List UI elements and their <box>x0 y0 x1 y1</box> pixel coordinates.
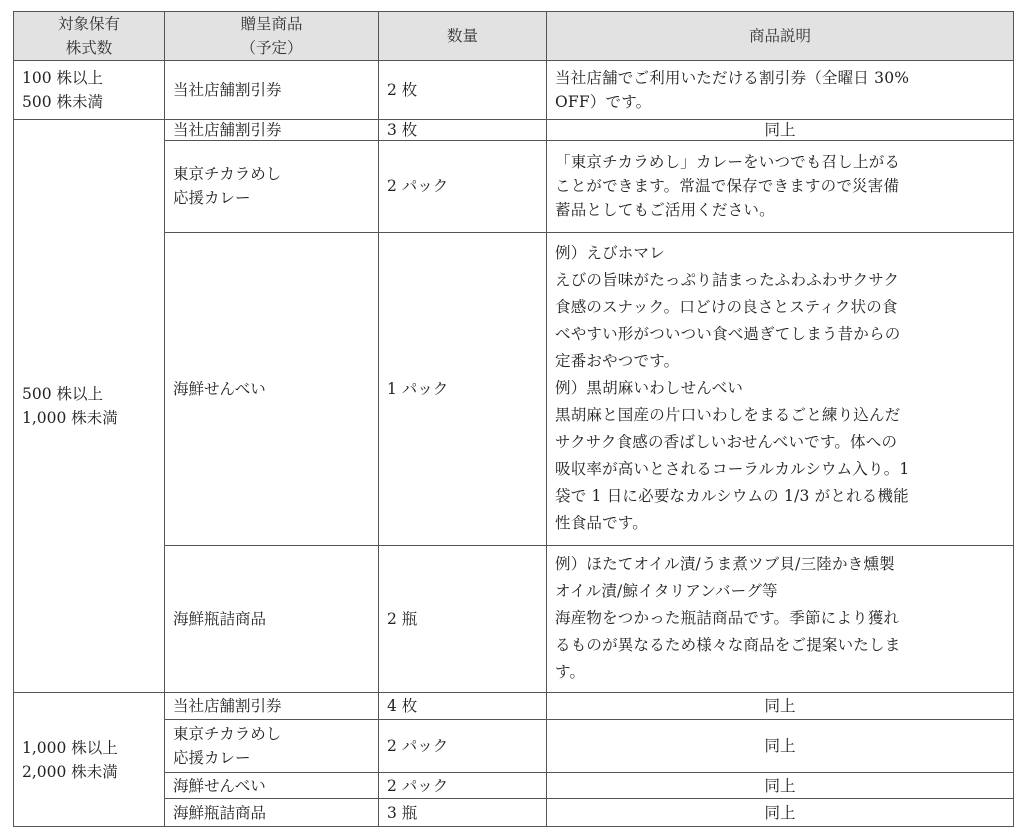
item-cell: 当社店舗割引券 <box>165 693 379 720</box>
desc-line: 例）黒胡麻いわしせんべい <box>555 379 744 398</box>
item-cell: 当社店舗割引券 <box>165 120 379 140</box>
desc-line: べやすい形がついつい食べ過ぎてしまう昔からの <box>555 325 901 344</box>
tier-shares <box>14 120 165 693</box>
qty-cell: 2 パック <box>379 772 547 799</box>
header-shares-line1: 対象保有 <box>57 15 120 33</box>
tier-shares-line: 2,000 株未満 <box>22 762 118 781</box>
desc-line: 「東京チカラめし」カレーをいつでも召し上がる <box>555 153 901 172</box>
desc-line: OFF）です。 <box>555 93 652 112</box>
table-row <box>14 693 1014 720</box>
header-item-line1: 贈呈商品 <box>240 15 303 33</box>
desc-line: 黒胡麻と国産の片口いわしをまるごと練り込んだ <box>555 406 901 425</box>
qty-cell: 2 パック <box>379 140 547 232</box>
header-item-line2: （予定） <box>240 39 303 57</box>
item-cell <box>165 140 379 232</box>
tier-shares-line: 500 株未満 <box>22 93 104 112</box>
desc-line: 食感のスナック。口どけの良さとスティク状の食 <box>555 298 898 317</box>
header-qty: 数量 <box>379 12 547 61</box>
desc-cell: 同上 <box>547 120 1014 140</box>
desc-line: す。 <box>555 663 586 682</box>
desc-cell <box>547 61 1014 120</box>
qty-cell: 2 枚 <box>379 61 547 120</box>
item-cell: 海鮮瓶詰商品 <box>165 545 379 692</box>
tier-shares <box>14 693 165 827</box>
desc-cell <box>547 232 1014 545</box>
desc-cell <box>547 545 1014 692</box>
tier-shares <box>14 61 165 120</box>
qty-cell: 3 瓶 <box>379 799 547 827</box>
tier-shares-line: 500 株以上 <box>22 385 104 404</box>
item-line: 東京チカラめし <box>173 724 282 743</box>
item-line: 東京チカラめし <box>173 165 282 184</box>
header-shares-line2: 株式数 <box>65 39 113 57</box>
desc-line: るものが異なるため様々な商品をご提案いたしま <box>555 636 901 655</box>
desc-line: 海産物をつかった瓶詰商品です。季節により獲れ <box>555 609 900 628</box>
desc-cell: 同上 <box>547 772 1014 799</box>
desc-cell: 同上 <box>547 799 1014 827</box>
item-cell: 海鮮瓶詰商品 <box>165 799 379 827</box>
header-shares <box>14 12 165 61</box>
header-row <box>14 12 1014 61</box>
tier-shares-line: 1,000 株以上 <box>22 738 118 757</box>
qty-cell: 3 枚 <box>379 120 547 140</box>
tier-shares-line: 1,000 株未満 <box>22 409 118 428</box>
cropped-text-strip <box>0 0 1024 7</box>
desc-line: 定番おやつです。 <box>555 352 680 371</box>
table-row <box>14 61 1014 120</box>
desc-line: えびの旨味がたっぷり詰まったふわふわサクサク <box>555 271 900 290</box>
desc-line: オイル漬/鯨イタリアンバーグ等 <box>555 582 778 601</box>
desc-line: ことができます。常温で保存できますので災害備 <box>555 177 900 196</box>
header-desc: 商品説明 <box>547 12 1014 61</box>
qty-cell: 2 瓶 <box>379 545 547 692</box>
qty-cell: 4 枚 <box>379 693 547 720</box>
shareholder-gift-table <box>13 11 1014 827</box>
qty-cell: 1 パック <box>379 232 547 545</box>
tier-shares-line: 100 株以上 <box>22 69 104 88</box>
item-cell: 海鮮せんべい <box>165 232 379 545</box>
desc-line: 蓄品としてもご活用ください。 <box>555 201 775 220</box>
desc-cell <box>547 140 1014 232</box>
table-row <box>14 120 1014 140</box>
desc-line: 例）ほたてオイル漬/うま煮ツブ貝/三陸かき燻製 <box>555 555 895 574</box>
desc-cell: 同上 <box>547 719 1014 772</box>
desc-line: 吸収率が高いとされるコーラルカルシウム入り。1 <box>555 460 910 479</box>
item-line: 応援カレー <box>173 748 251 767</box>
desc-line: サクサク食感の香ばしいおせんべいです。体への <box>555 433 898 452</box>
desc-cell: 同上 <box>547 693 1014 720</box>
desc-line: 袋で 1 日に必要なカルシウムの 1/3 がとれる機能 <box>555 487 909 506</box>
header-item <box>165 12 379 61</box>
desc-line: 当社店舗でご利用いただける割引券（全曜日 30% <box>555 69 910 88</box>
item-cell <box>165 719 379 772</box>
item-line: 応援カレー <box>173 189 251 208</box>
qty-cell: 2 パック <box>379 719 547 772</box>
desc-line: 例）えびホマレ <box>555 244 665 263</box>
item-cell: 当社店舗割引券 <box>165 61 379 120</box>
item-cell: 海鮮せんべい <box>165 772 379 799</box>
desc-line: 性食品です。 <box>555 514 648 533</box>
